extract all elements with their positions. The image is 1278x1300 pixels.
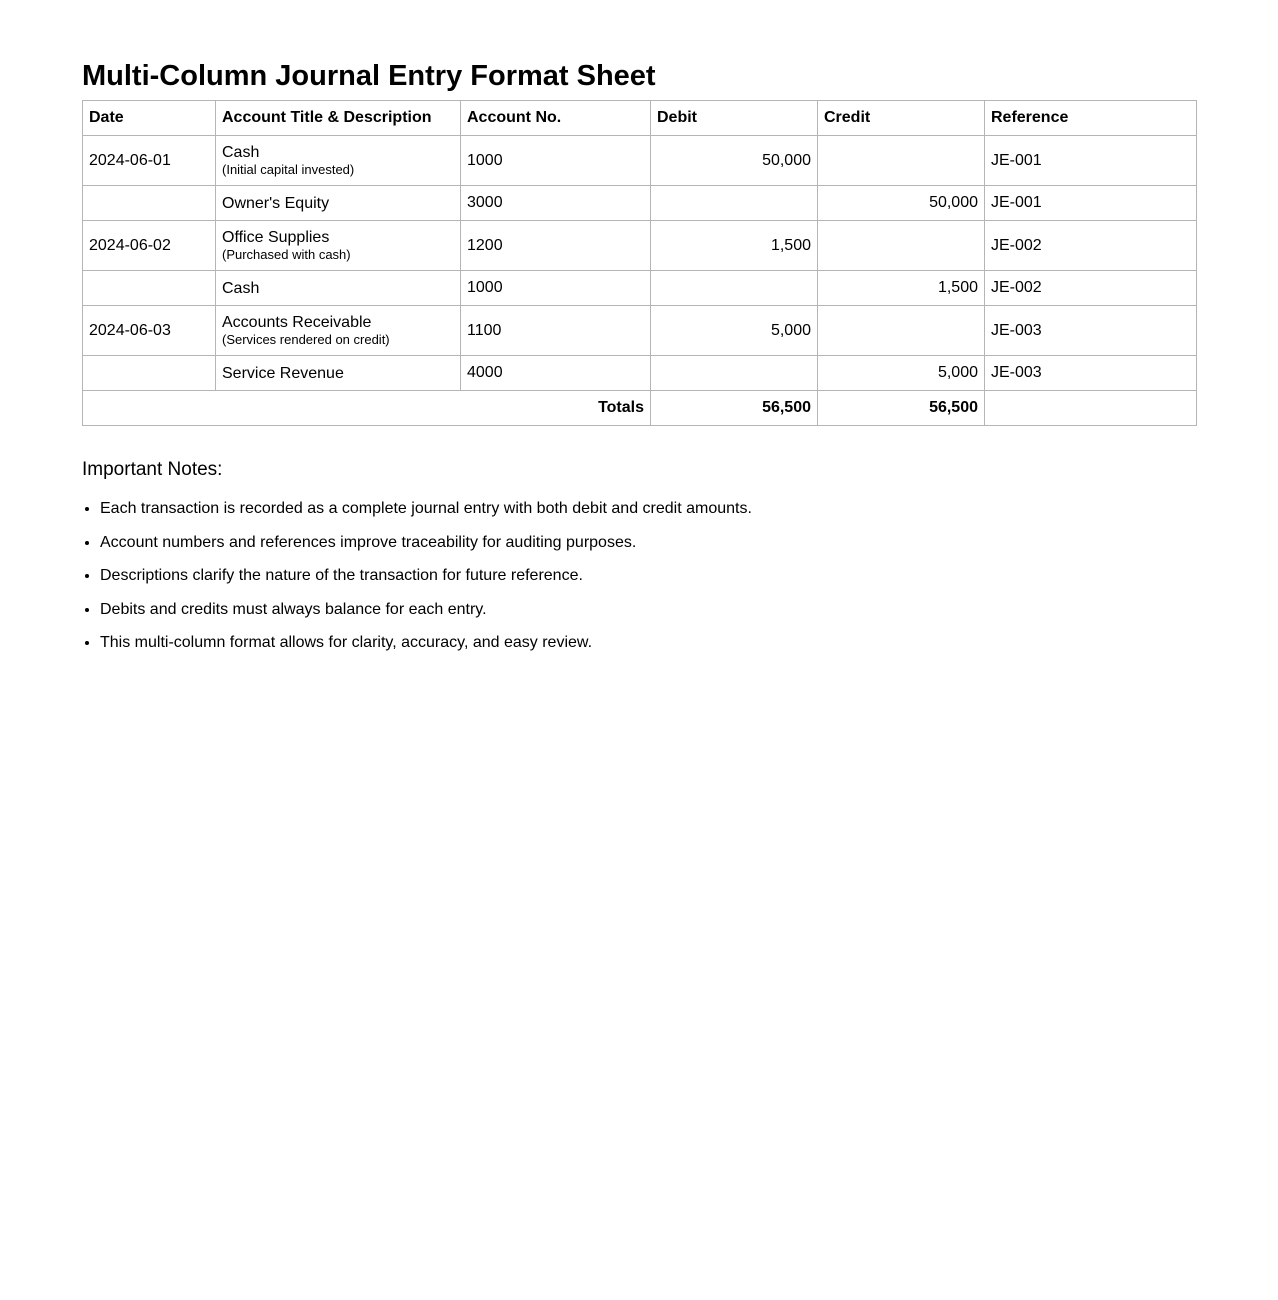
- column-header-account-no: Account No.: [461, 101, 651, 136]
- account-description: (Services rendered on credit): [222, 331, 390, 347]
- cell-account: [216, 271, 461, 306]
- list-item: • Each transaction is recorded as a complete journal entry with both debit and credit amounts.: [100, 500, 1196, 518]
- account-title: Service Revenue: [222, 364, 344, 382]
- column-header-debit: Debit: [651, 101, 818, 136]
- list-item: • Descriptions clarify the nature of the transaction for future reference.: [100, 567, 1196, 585]
- cell-credit: 5,000: [818, 356, 985, 391]
- cell-debit: 50,000: [651, 136, 818, 186]
- cell-date: 2024-06-02: [83, 221, 216, 271]
- table-row: [83, 136, 1197, 186]
- column-header-account: Account Title & Description: [216, 101, 461, 136]
- cell-reference: JE-002: [985, 221, 1197, 271]
- cell-reference: JE-001: [985, 186, 1197, 221]
- notes-heading: Important Notes:: [82, 459, 223, 480]
- cell-debit: 5,000: [651, 306, 818, 356]
- cell-credit: 50,000: [818, 186, 985, 221]
- totals-credit: 56,500: [818, 391, 985, 426]
- cell-account: [216, 221, 461, 271]
- cell-account-no: 1100: [461, 306, 651, 356]
- cell-account-no: 1000: [461, 271, 651, 306]
- cell-account-no: 4000: [461, 356, 651, 391]
- totals-reference: [985, 391, 1197, 426]
- cell-account-no: 3000: [461, 186, 651, 221]
- cell-credit: 1,500: [818, 271, 985, 306]
- totals-debit: 56,500: [651, 391, 818, 426]
- table-header-row: [83, 101, 1197, 136]
- column-header-reference: Reference: [985, 101, 1197, 136]
- totals-row: [83, 391, 1197, 426]
- cell-account: [216, 356, 461, 391]
- cell-debit: 1,500: [651, 221, 818, 271]
- table-row: [83, 271, 1197, 306]
- cell-date: [83, 271, 216, 306]
- account-description: (Purchased with cash): [222, 246, 351, 262]
- page-title: Multi-Column Journal Entry Format Sheet: [82, 60, 656, 92]
- cell-debit: [651, 186, 818, 221]
- document: [82, 56, 1196, 668]
- cell-credit: [818, 221, 985, 271]
- cell-account: [216, 136, 461, 186]
- account-title: Owner's Equity: [222, 194, 330, 212]
- cell-reference: JE-003: [985, 306, 1197, 356]
- totals-label: Totals: [83, 391, 651, 426]
- cell-account: [216, 186, 461, 221]
- account-description: (Initial capital invested): [222, 161, 355, 177]
- cell-date: [83, 186, 216, 221]
- list-item: • Debits and credits must always balance for each entry.: [100, 601, 1196, 619]
- journal-table: [82, 100, 1197, 426]
- table-row: [83, 186, 1197, 221]
- cell-reference: JE-001: [985, 136, 1197, 186]
- list-item: • This multi-column format allows for clarity, accuracy, and easy review.: [100, 634, 1196, 652]
- notes-list: [82, 500, 1196, 652]
- cell-debit: [651, 356, 818, 391]
- column-header-credit: Credit: [818, 101, 985, 136]
- table-row: [83, 306, 1197, 356]
- cell-account-no: 1200: [461, 221, 651, 271]
- cell-date: 2024-06-01: [83, 136, 216, 186]
- account-title: Cash: [222, 279, 260, 297]
- cell-account-no: 1000: [461, 136, 651, 186]
- account-title: Cash: [222, 143, 260, 161]
- account-title: Accounts Receivable: [222, 313, 372, 331]
- cell-credit: [818, 306, 985, 356]
- column-header-date: Date: [83, 101, 216, 136]
- cell-debit: [651, 271, 818, 306]
- list-item: • Account numbers and references improve traceability for auditing purposes.: [100, 534, 1196, 552]
- account-title: Office Supplies: [222, 228, 330, 246]
- cell-date: [83, 356, 216, 391]
- cell-credit: [818, 136, 985, 186]
- cell-date: 2024-06-03: [83, 306, 216, 356]
- table-row: [83, 356, 1197, 391]
- cell-account: [216, 306, 461, 356]
- cell-reference: JE-003: [985, 356, 1197, 391]
- table-row: [83, 221, 1197, 271]
- cell-reference: JE-002: [985, 271, 1197, 306]
